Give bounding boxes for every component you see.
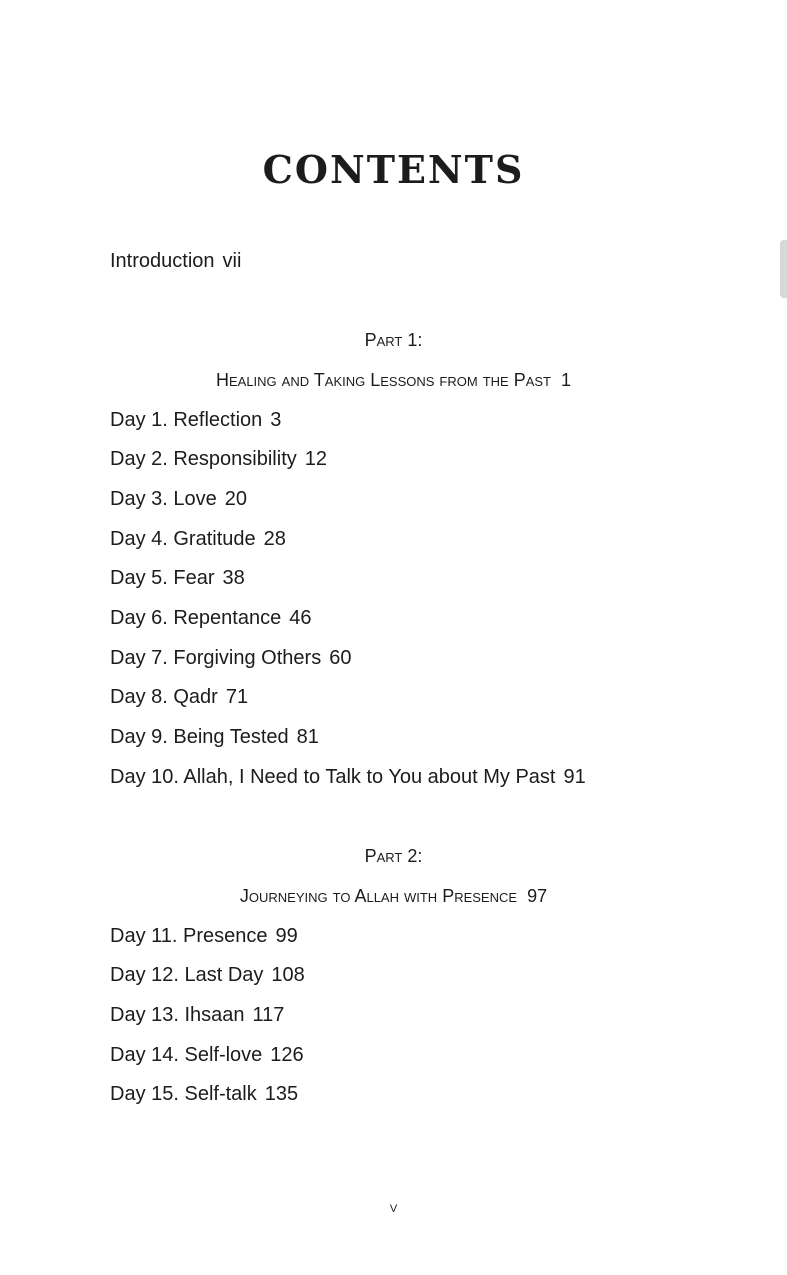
toc-entry-label: Day 9. Being Tested <box>110 726 289 748</box>
toc-entry-label: Day 5. Fear <box>110 567 215 589</box>
toc-entry-page: 117 <box>252 1004 285 1026</box>
toc-entry-day-6[interactable] <box>110 605 311 631</box>
toc-entry-page: 60 <box>329 647 352 669</box>
toc-entry-page: 20 <box>224 488 247 510</box>
toc-entry-label: Day 1. Reflection <box>110 409 263 431</box>
toc-entry-page: 71 <box>225 686 249 708</box>
toc-entry-day-11[interactable] <box>110 923 298 949</box>
toc-entry-day-4[interactable] <box>110 526 286 552</box>
toc-entry-day-9[interactable] <box>110 724 319 750</box>
toc-entry-label: Day 7. Forgiving Others <box>110 647 322 669</box>
toc-entry-day-3[interactable] <box>110 486 247 512</box>
toc-entry-label: Day 6. Repentance <box>110 607 282 629</box>
toc-entry-label: Day 12. Last Day <box>110 964 264 986</box>
toc-entry-label: Day 8. Qadr <box>110 686 218 708</box>
toc-entry-label: Introduction <box>110 250 215 272</box>
scrollbar-thumb[interactable] <box>780 240 787 298</box>
toc-entry-page: 126 <box>270 1044 304 1066</box>
toc-entry-day-8[interactable] <box>110 684 248 710</box>
toc-entry-page: 46 <box>289 607 312 629</box>
page-number: v <box>389 1199 398 1216</box>
toc-entry-page: 28 <box>263 528 286 550</box>
toc-entry-introduction[interactable] <box>110 248 241 274</box>
toc-entry-day-12[interactable] <box>110 962 305 988</box>
toc-entry-label: Day 3. Love <box>110 488 217 510</box>
part-2-title[interactable] <box>0 884 787 908</box>
toc-entry-label: Day 4. Gratitude <box>110 528 256 550</box>
toc-entry-label: Day 2. Responsibility <box>110 448 297 470</box>
page-title: CONTENTS <box>262 147 525 192</box>
toc-entry-label: Day 11. Presence <box>110 925 268 947</box>
part-title-page: 1 <box>561 370 572 390</box>
part-title-page: 97 <box>527 886 548 906</box>
toc-entry-page: 91 <box>563 766 586 788</box>
toc-entry-day-10[interactable] <box>110 764 586 790</box>
toc-entry-label: Day 14. Self-love <box>110 1044 263 1066</box>
toc-entry-day-1[interactable] <box>110 407 281 433</box>
toc-entry-page: 135 <box>264 1083 299 1105</box>
toc-entry-day-2[interactable] <box>110 446 327 472</box>
toc-entry-label: Day 10. Allah, I Need to Talk to You about My Past <box>110 766 556 788</box>
toc-entry-page: 108 <box>271 964 305 986</box>
part-1-title[interactable] <box>0 368 787 392</box>
toc-entry-page: vii <box>222 250 242 272</box>
toc-entry-page: 12 <box>304 448 327 470</box>
toc-entry-page: 99 <box>275 925 298 947</box>
part-2-label: Part 2: <box>364 846 423 866</box>
toc-entry-label: Day 13. Ihsaan <box>110 1004 245 1026</box>
part-title-text: Healing and Taking Lessons from the Past <box>215 370 551 390</box>
part-title-text: Journeying to Allah with Presence <box>239 886 518 906</box>
toc-entry-page: 3 <box>270 409 282 431</box>
toc-entry-page: 81 <box>296 726 319 748</box>
toc-entry-day-14[interactable] <box>110 1042 304 1068</box>
part-1-label: Part 1: <box>364 330 423 350</box>
toc-entry-day-13[interactable] <box>110 1002 284 1028</box>
toc-entry-day-5[interactable] <box>110 565 245 591</box>
toc-entry-day-15[interactable] <box>110 1081 298 1107</box>
toc-entry-day-7[interactable] <box>110 645 351 671</box>
toc-entry-page: 38 <box>222 567 245 589</box>
toc-entry-label: Day 15. Self-talk <box>110 1083 257 1105</box>
